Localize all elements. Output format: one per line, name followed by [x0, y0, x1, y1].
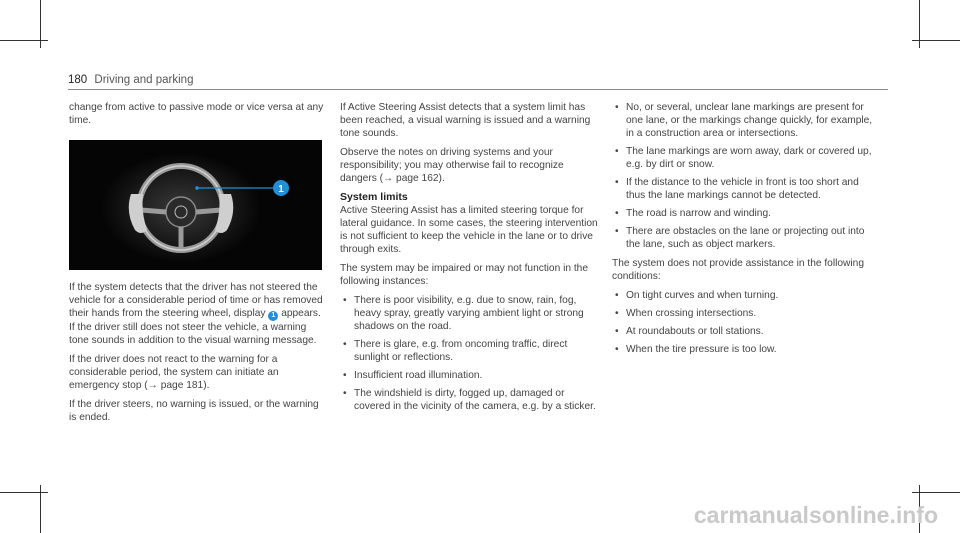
list-item: • At roundabouts or toll stations. — [612, 325, 874, 338]
paragraph: If the driver steers, no warning is issued, or the warning is ended. — [69, 399, 319, 423]
crop-mark — [0, 40, 48, 41]
crop-mark — [912, 492, 960, 493]
list-item: • No, or several, unclear lane markings are present for one lane, or the markings change quickly, for example, in a construction area or intersections. — [612, 101, 874, 140]
column-2 — [340, 101, 598, 419]
column-3 — [612, 101, 874, 362]
section-heading: System limits — [340, 191, 408, 203]
paragraph: change from active to passive mode or vice versa at any time. — [69, 102, 324, 126]
paragraph-text: appears. If the driver still does not steer the vehicle, a warning tone sounds in addition to the visual warning message. — [69, 308, 321, 346]
list-item: • There are obstacles on the lane or projecting out into the lane, such as object markers. — [612, 225, 874, 251]
list-item: • There is glare, e.g. from oncoming traffic, direct sunlight or reflections. — [340, 338, 598, 364]
paragraph: The system does not provide assistance in the following conditions: — [612, 258, 864, 282]
header-rule — [68, 89, 888, 90]
bullet-list — [612, 289, 874, 356]
steering-wheel-illustration — [69, 140, 322, 270]
paragraph-text: If the system detects that the driver has not steered the vehicle for a considerable period of time or has removed their hands from the steering wheel, display — [69, 282, 323, 319]
bullet-list — [612, 101, 874, 251]
list-item: • The road is narrow and winding. — [612, 207, 874, 220]
list-item: • If the distance to the vehicle in front is too short and thus the lane markings cannot be detected. — [612, 176, 874, 202]
paragraph: If the driver does not react to the warning for a considerable period, the system can initiate an emergency stop (→ page 181). — [69, 354, 279, 391]
paragraph — [69, 281, 327, 347]
steering-wheel-figure — [69, 140, 322, 270]
watermark: carmanualsonline.info — [693, 502, 938, 528]
paragraph: If Active Steering Assist detects that a system limit has been reached, a visual warning is issued and a warning tone sounds. — [340, 102, 591, 139]
section-title: Driving and parking — [94, 74, 194, 86]
paragraph: Observe the notes on driving systems and your responsibility; you may otherwise fail to recognize dangers (→ page 162). — [340, 147, 564, 184]
list-item: • The windshield is dirty, fogged up, damaged or covered in the vicinity of the camera, e.g. by a sticker. — [340, 387, 598, 413]
page-header — [68, 74, 193, 86]
list-item: • When crossing intersections. — [612, 307, 874, 320]
bullet-list — [340, 294, 598, 413]
column-1-lower — [69, 281, 327, 430]
crop-mark — [0, 492, 48, 493]
list-item: • On tight curves and when turning. — [612, 289, 874, 302]
list-item: • The lane markings are worn away, dark or covered up, e.g. by dirt or snow. — [612, 145, 874, 171]
callout-marker: 1 — [268, 311, 278, 321]
column-1 — [69, 101, 327, 133]
paragraph: The system may be impaired or may not function in the following instances: — [340, 263, 589, 287]
figure-callout: 1 — [278, 184, 284, 195]
page-number: 180 — [68, 74, 88, 86]
paragraph: Active Steering Assist has a limited steering torque for lateral guidance. In some cases, the steering intervention is not sufficient to keep the vehicle in the lane or to drive through exits. — [340, 205, 598, 255]
list-item: • When the tire pressure is too low. — [612, 343, 874, 356]
list-item: • There is poor visibility, e.g. due to snow, rain, fog, heavy spray, greatly varying ambient light or strong shadows on the road. — [340, 294, 598, 333]
list-item: • Insufficient road illumination. — [340, 369, 598, 382]
crop-mark — [912, 40, 960, 41]
